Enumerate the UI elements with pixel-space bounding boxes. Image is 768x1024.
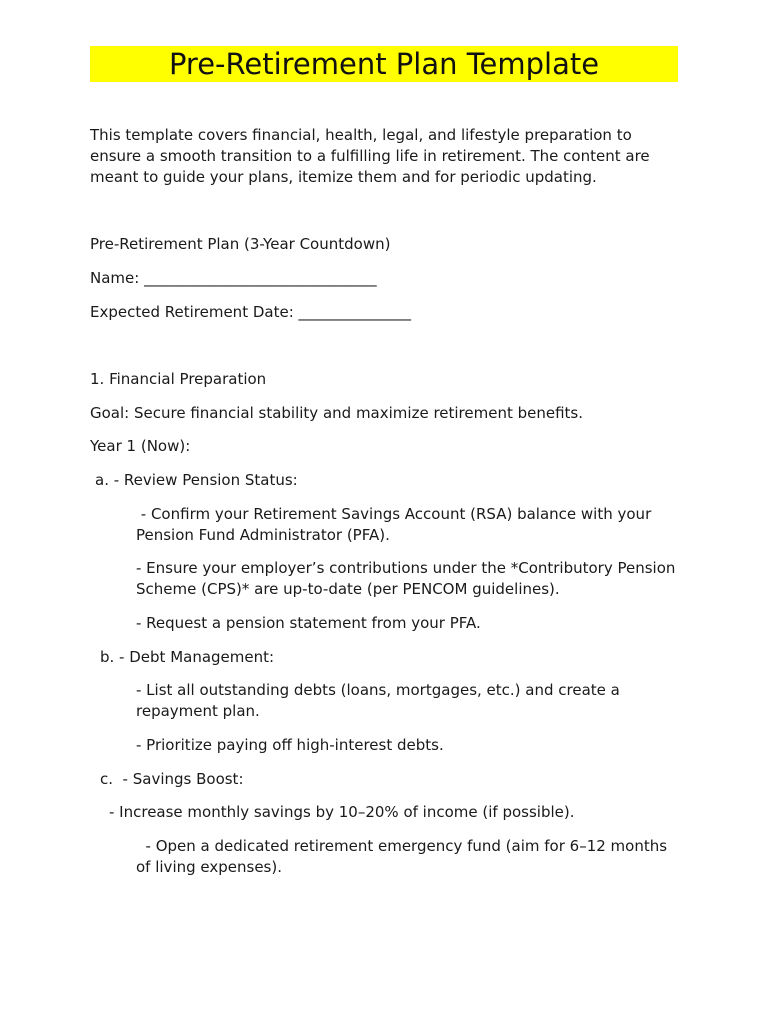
intro-paragraph: This template covers financial, health, legal, and lifestyle preparation to ensure a smooth transition to a fulfilling life in retirement. The content are meant to guide your plans, itemize them and for periodic updating. (90, 126, 650, 186)
list-item: - Increase monthly savings by 10–20% of income (if possible). (109, 803, 575, 821)
title-banner (90, 46, 678, 82)
section-goal: Goal: Secure financial stability and maximize retirement benefits. (90, 404, 584, 422)
list-item: - Request a pension statement from your PFA. (136, 614, 481, 632)
document-title: Pre-Retirement Plan Template (168, 47, 600, 81)
list-item: - Ensure your employer’s contributions under the *Contributory Pension Scheme (CPS)* are up-to-date (per PENCOM guidelines). (136, 559, 676, 598)
list-item: - List all outstanding debts (loans, mortgages, etc.) and create a repayment plan. (136, 681, 620, 720)
name-field-line: Name: _______________________________ (90, 269, 377, 287)
list-item: - Confirm your Retirement Savings Account (RSA) balance with your Pension Fund Administrator (PFA). (136, 505, 657, 544)
list-item: - Prioritize paying off high-interest debts. (136, 736, 444, 754)
subsection-c-heading: c. - Savings Boost: (100, 770, 244, 788)
subsection-b-heading: b. - Debt Management: (100, 648, 275, 666)
plan-heading: Pre-Retirement Plan (3-Year Countdown) (90, 235, 391, 253)
list-item: - Open a dedicated retirement emergency fund (aim for 6–12 months of living expenses). (136, 837, 672, 876)
year-heading: Year 1 (Now): (90, 437, 191, 455)
section-heading-financial: 1. Financial Preparation (90, 370, 267, 388)
subsection-a-heading: a. - Review Pension Status: (95, 471, 298, 489)
retirement-date-field-line: Expected Retirement Date: _______________ (90, 303, 412, 321)
